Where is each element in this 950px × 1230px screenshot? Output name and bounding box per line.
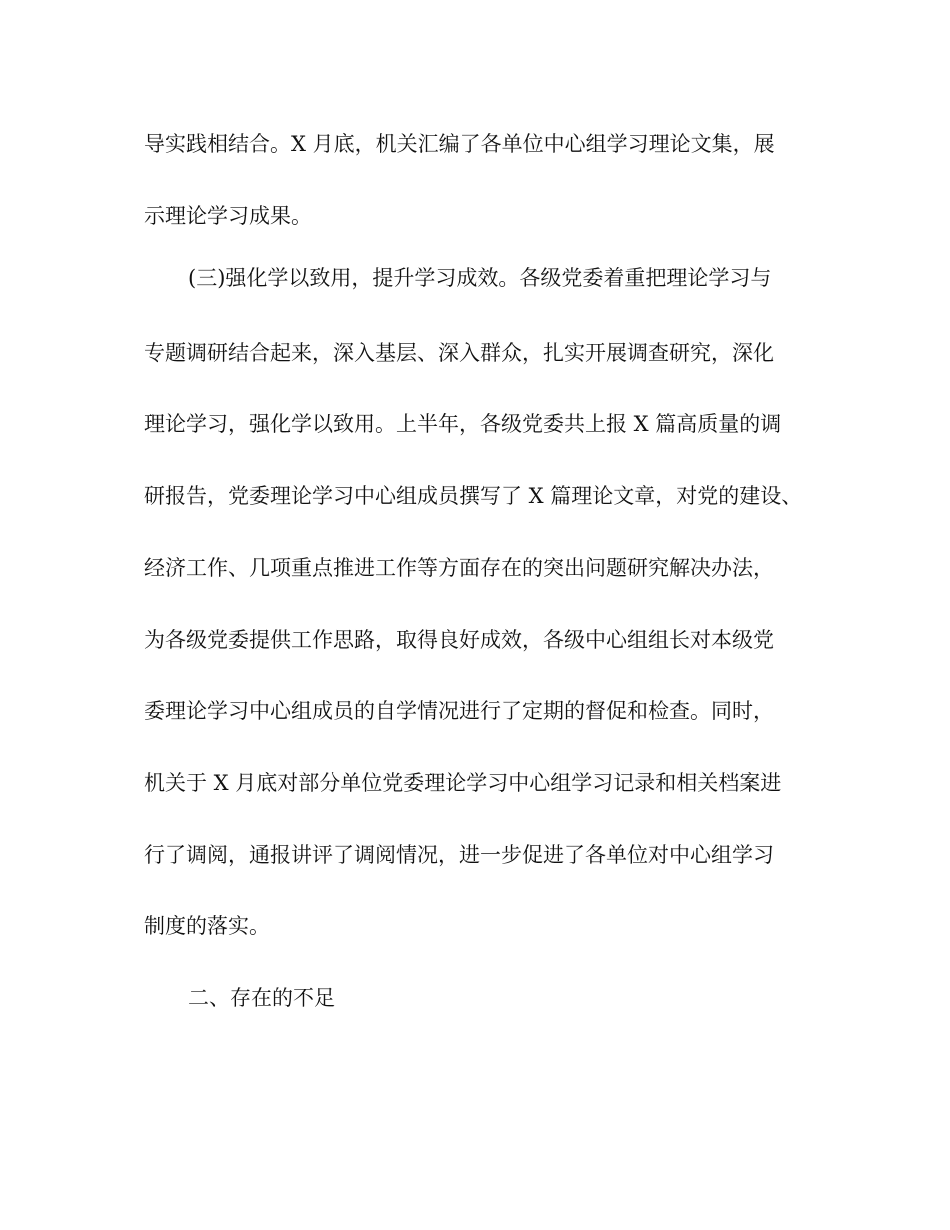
section-heading: 二、存在的不足	[188, 986, 335, 1010]
paragraph-line: 为各级党委提供工作思路，取得良好成效，各级中心组组长对本级党	[144, 628, 774, 652]
paragraph-line: 行了调阅，通报讲评了调阅情况，进一步促进了各单位对中心组学习	[144, 843, 774, 867]
paragraph-line: 示理论学习成果。	[144, 204, 312, 228]
paragraph-line: 导实践相结合。X 月底，机关汇编了各单位中心组学习理论文集，展	[144, 132, 775, 156]
paragraph-line: 研报告，党委理论学习中心组成员撰写了 X 篇理论文章，对党的建设、	[144, 484, 803, 508]
paragraph-line: 机关于 X 月底对部分单位党委理论学习中心组学习记录和相关档案进	[144, 771, 782, 795]
paragraph-line: 制度的落实。	[144, 914, 270, 938]
paragraph-line: 委理论学习中心组成员的自学情况进行了定期的督促和检查。同时，	[144, 699, 774, 723]
paragraph-line: 理论学习，强化学以致用。上半年，各级党委共上报 X 篇高质量的调	[144, 412, 782, 436]
section-heading-line: (三)强化学以致用，提升学习成效。各级党委着重把理论学习与	[188, 266, 772, 290]
paragraph-line: 经济工作、几项重点推进工作等方面存在的突出问题研究解决办法，	[144, 556, 774, 580]
paragraph-line: 专题调研结合起来，深入基层、深入群众，扎实开展调查研究，深化	[144, 341, 774, 365]
